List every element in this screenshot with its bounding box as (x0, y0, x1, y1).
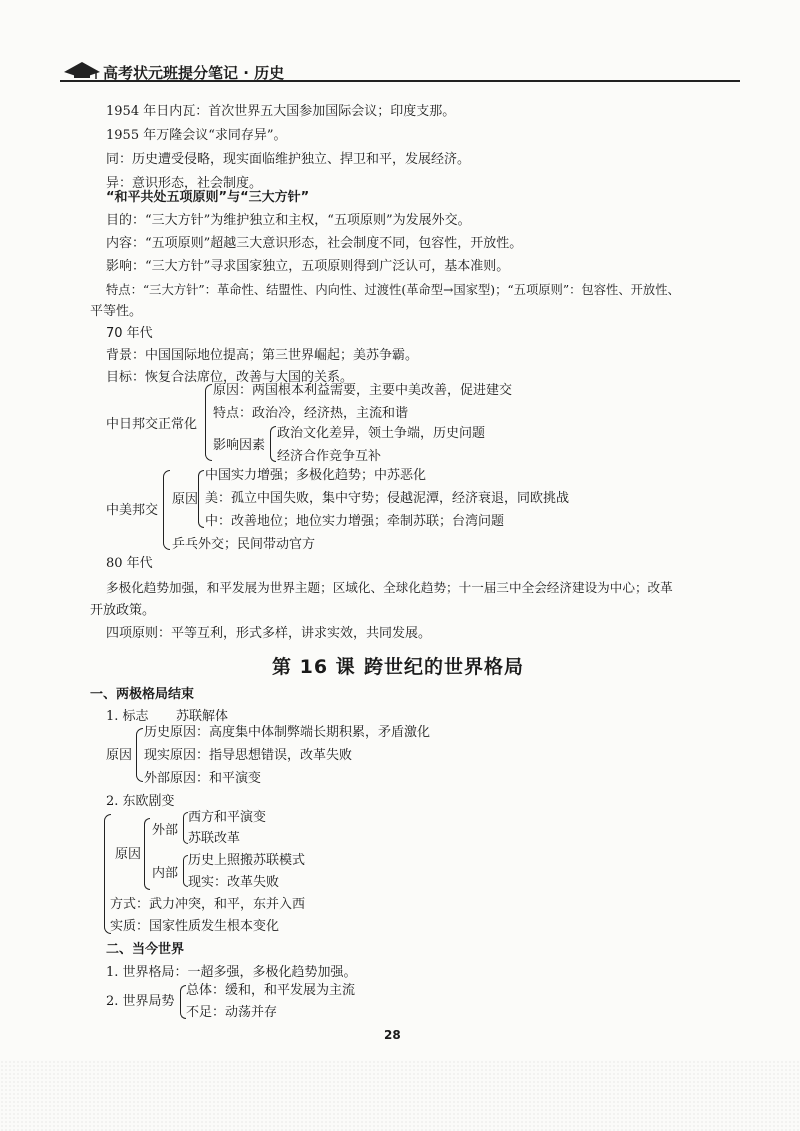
usa-cause-3: 中：改善地位；地位实力增强；牵制苏联；台湾问题 (205, 514, 505, 529)
text-line: 1954 年日内瓦：首次世界五大国参加国际会议；印度支那。 (106, 104, 456, 119)
trend-1: 总体：缓和，和平发展为主流 (186, 983, 356, 998)
neibu-1: 历史上照搬苏联模式 (188, 853, 306, 868)
reason-3: 外部原因：和平演变 (144, 771, 262, 786)
japan-cause: 原因：两国根本利益需要，主要中美改善，促进建交 (213, 383, 513, 398)
text-line: 多极化趋势加强，和平发展为世界主题；区域化、全球化趋势；十一届三中全会经济建设为中心；改革 (106, 580, 673, 595)
waibu-1: 西方和平演变 (188, 810, 267, 825)
trend-2: 不足：动荡并存 (186, 1005, 278, 1020)
usa-brace (163, 470, 170, 550)
dongou-neibu: 内部 (152, 866, 179, 881)
biaozhi-label: 1. 标志 (106, 709, 149, 724)
dongou-fangshi: 方式：武力冲突，和平，东并入西 (110, 897, 306, 912)
section-heading: 70 年代 (106, 326, 153, 341)
text-line: 背景：中国国际地位提高；第三世界崛起；美苏争霸。 (106, 348, 419, 363)
japan-feature: 特点：政治冷，经济热，主流和谐 (213, 406, 409, 421)
dongou-shizhi: 实质：国家性质发生根本变化 (110, 919, 280, 934)
dongou-outer-brace (104, 814, 111, 934)
text-line: 内容：“五项原则”超越三大意识形态，社会制度不同，包容性，开放性。 (106, 236, 523, 251)
page-number: 28 (384, 1028, 401, 1042)
dongou-waibu: 外部 (152, 823, 179, 838)
dongou-label: 2. 东欧剧变 (106, 794, 175, 809)
text-line: 同：历史遭受侵略，现实面临维护独立、捍卫和平，发展经济。 (106, 152, 471, 167)
trend-label: 2. 世界局势 (106, 994, 175, 1009)
japan-factor-label: 影响因素 (213, 438, 266, 453)
text-line: 1. 世界格局：一超多强，多极化趋势加强。 (106, 965, 357, 980)
japan-root: 中日邦交正常化 (106, 417, 198, 432)
text-line: 四项原则：平等互利，形式多样，讲求实效，共同发展。 (106, 626, 432, 641)
text-line: 目标：恢复合法席位，改善与大国的关系。 (106, 370, 354, 385)
neibu-2: 现实：改革失败 (188, 875, 280, 890)
scan-noise (0, 1060, 800, 1131)
dongou-yuanyin: 原因 (115, 847, 142, 862)
section-heading: “和平共处五项原则”与“三大方针” (106, 190, 310, 205)
usa-cause-2: 美：孤立中国失败，集中守势；侵越泥潭，经济衰退，同欧挑战 (205, 491, 570, 506)
usa-cause-1: 中国实力增强；多极化趋势；中苏恶化 (205, 468, 427, 483)
section-heading: 一、两极格局结束 (90, 687, 195, 702)
text-line: 平等性。 (90, 304, 143, 319)
lesson-title: 跨世纪的世界格局 (364, 656, 525, 678)
japan-factor-1: 政治文化差异，领土争端，历史问题 (277, 426, 486, 441)
japan-factor-brace (270, 426, 276, 462)
dongou-yuanyin-brace (144, 818, 150, 890)
header-rule (60, 80, 740, 82)
text-line: 1955 年万隆会议“求同存异”。 (106, 128, 287, 143)
reason-1: 历史原因：高度集中体制弊端长期积累，矛盾激化 (144, 725, 431, 740)
section-heading: 二、当今世界 (106, 942, 185, 957)
header-title: 高考状元班提分笔记 · 历史 (103, 64, 285, 82)
reason-2: 现实原因：指导思想错误，改革失败 (144, 748, 353, 763)
usa-cause-label: 原因 (172, 492, 199, 507)
text-line: 开放政策。 (90, 603, 156, 618)
lesson-number: 第 16 课 (272, 656, 356, 678)
usa-root: 中美邦交 (106, 503, 159, 518)
section-heading: 80 年代 (106, 556, 153, 571)
usa-cause-brace (198, 470, 204, 528)
japan-brace (205, 384, 212, 461)
waibu-2: 苏联改革 (188, 831, 241, 846)
text-line: 特点：“三大方针”：革命性、结盟性、内向性、过渡性(革命型→国家型)；“五项原则”：包容性、开放性、 (106, 283, 680, 297)
biaozhi-value: 苏联解体 (176, 709, 229, 724)
text-line: 异：意识形态，社会制度。 (106, 176, 263, 191)
japan-factor-2: 经济合作竞争互补 (277, 449, 382, 464)
reason-brace (136, 728, 143, 782)
reason-label: 原因 (106, 748, 133, 763)
text-line: 影响：“三大方针”寻求国家独立，五项原则得到广泛认可，基本准则。 (106, 259, 510, 274)
text-line: 目的：“三大方针”为维护独立和主权，“五项原则”为发展外交。 (106, 213, 471, 228)
usa-pingpong: 乒乓外交；民间带动官方 (172, 537, 316, 552)
